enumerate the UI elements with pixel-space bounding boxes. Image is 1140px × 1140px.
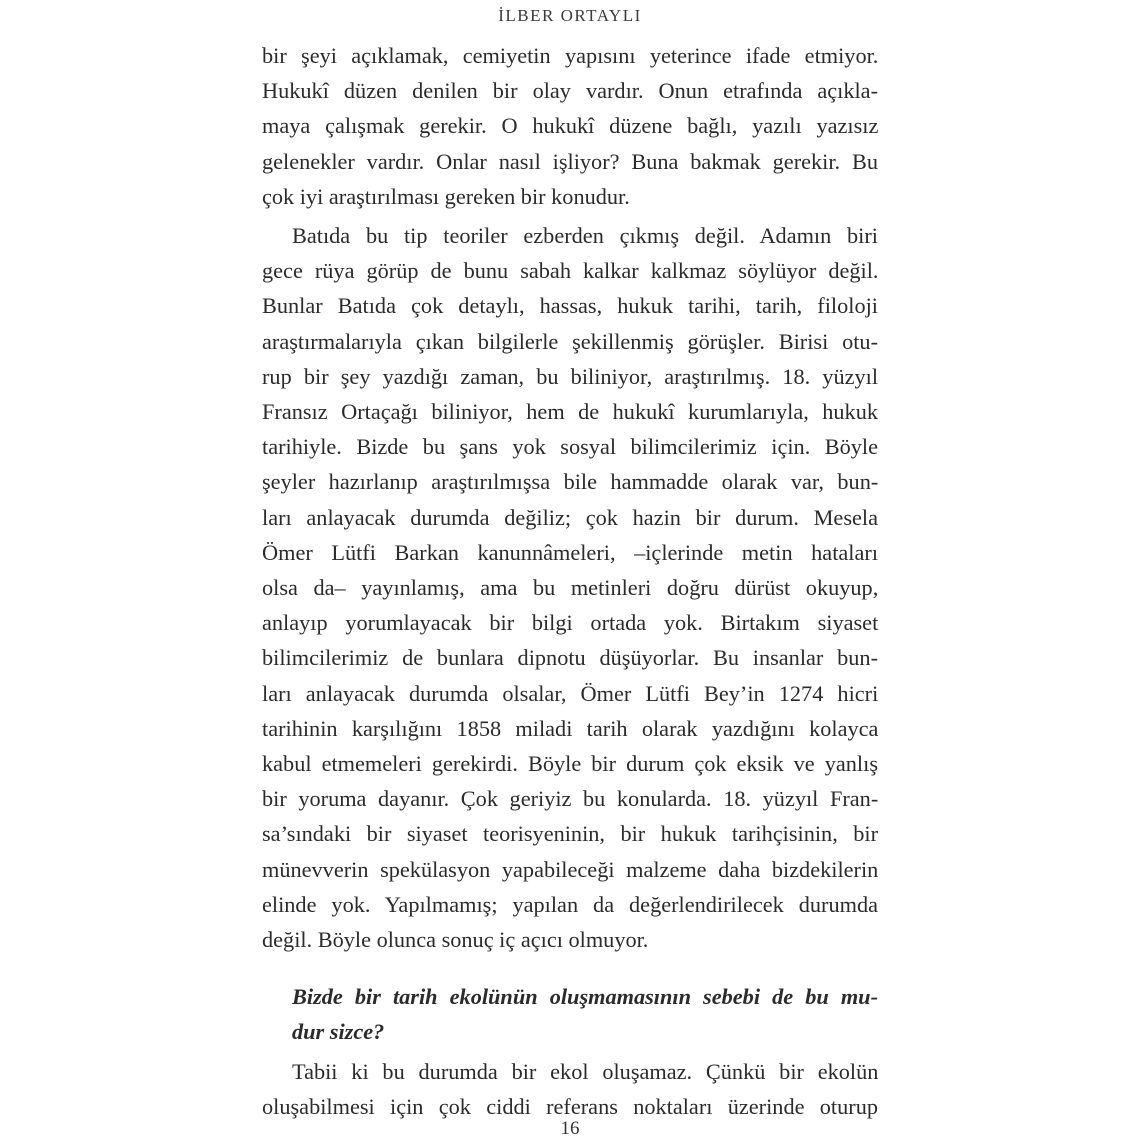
running-head: İLBER ORTAYLI (498, 6, 642, 25)
question-line: Bizde bir tarih ekolünün oluşmamasının sebebi de bu mu- (292, 984, 879, 1010)
paragraph-1 (262, 38, 878, 214)
text-line: tarihinin karşılığını 1858 miladi tarih olarak yazdığını kolayca (262, 715, 879, 741)
text-line: maya çalışmak gerekir. O hukukî düzene bağlı, yazılı yazısız (262, 113, 879, 139)
text-line: gelenekler vardır. Onlar nasıl işliyor? Buna bakmak gerekir. Bu (262, 148, 878, 174)
text-line: rup bir şey yazdığı zaman, bu biliniyor, araştırılmış. 18. yüzyıl (262, 363, 879, 389)
text-line: Ömer Lütfi Barkan kanunnâmeleri, –içlerinde metin hataları (262, 539, 879, 565)
text-line: şeyler hazırlanıp araştırılmışsa bile hammadde olarak var, bun- (262, 469, 879, 495)
paragraph-3 (262, 1054, 878, 1124)
text-line: ları anlayacak durumda olsalar, Ömer Lütfi Bey’in 1274 hicri (262, 680, 879, 706)
question-line: dur sizce? (292, 1019, 385, 1045)
text-line: tarihiyle. Bizde bu şans yok sosyal bilimcilerimiz için. Böyle (262, 434, 878, 460)
page-number: 16 (560, 1118, 580, 1139)
text-line: ları anlayacak durumda değiliz; çok hazin bir durum. Mesela (262, 504, 878, 530)
section-gap (262, 957, 878, 979)
text-line: Tabii ki bu durumda bir ekol oluşamaz. Çünkü bir ekolün (292, 1058, 879, 1084)
text-line: değil. Böyle olunca sonuç iç açıcı olmuyor. (262, 927, 649, 953)
text-line: Bunlar Batıda çok detaylı, hassas, hukuk tarihi, tarih, filoloji (262, 293, 878, 319)
text-line: sa’sındaki bir siyaset teorisyeninin, bir hukuk tarihçisinin, bir (262, 821, 878, 847)
text-line: anlayıp yorumlayacak bir bilgi ortada yok. Birtakım siyaset (262, 610, 879, 636)
text-line: gece rüya görüp de bunu sabah kalkar kalkmaz söylüyor değil. (262, 258, 879, 284)
text-line: araştırmalarıyla çıkan bilgilerle şekillenmiş görüşler. Birisi otu- (262, 328, 878, 354)
text-line: elinde yok. Yapılmamış; yapılan da değerlendirilecek durumda (262, 891, 878, 917)
text-line: Hukukî düzen denilen bir olay vardır. Onun etrafında açıkla- (262, 78, 878, 104)
text-line: olsa da– yayınlamış, ama bu metinleri doğru dürüst okuyup, (262, 575, 879, 601)
paragraph-2 (262, 218, 878, 957)
body-text (262, 38, 878, 1124)
text-line: kabul etmemeleri gerekirdi. Böyle bir durum çok eksik ve yanlış (262, 751, 878, 777)
text-line: Batıda bu tip teoriler ezberden çıkmış değil. Adamın biri (292, 223, 878, 249)
interview-question (262, 979, 878, 1049)
text-line: bilimcilerimiz de bunlara dipnotu düşüyorlar. Bu insanlar bun- (262, 645, 878, 671)
text-line: münevverin spekülasyon yapabileceği malzeme daha bizdekilerin (262, 856, 879, 882)
text-line: oluşabilmesi için çok ciddi referans noktaları üzerinde oturup (262, 1093, 878, 1119)
text-line: bir şeyi açıklamak, cemiyetin yapısını yeterince ifade etmiyor. (262, 43, 879, 68)
text-line: bir yoruma dayanır. Çok geriyiz bu konularda. 18. yüzyıl Fran- (262, 786, 879, 812)
text-line: Fransız Ortaçağı biliniyor, hem de hukukî kurumlarıyla, hukuk (262, 399, 878, 425)
text-line: çok iyi araştırılması gereken bir konudur. (262, 183, 630, 209)
